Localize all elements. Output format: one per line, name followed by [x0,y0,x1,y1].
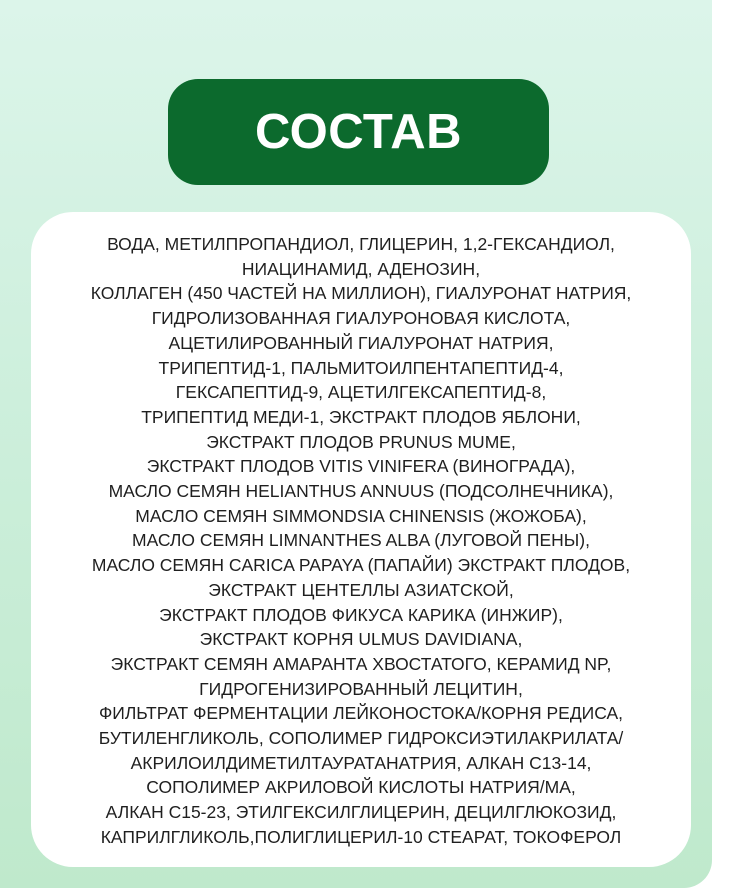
ingredient-line: КОЛЛАГЕН (450 ЧАСТЕЙ НА МИЛЛИОН), ГИАЛУРОНАТ НАТРИЯ, [90,283,632,304]
ingredient-line: ТРИПЕПТИД МЕДИ-1, ЭКСТРАКТ ПЛОДОВ ЯБЛОНИ, [141,406,581,427]
ingredient-line: НИАЦИНАМИД, АДЕНОЗИН, [241,258,481,279]
ingredient-line: КАПРИЛГЛИКОЛЬ,ПОЛИГЛИЦЕРИЛ-10 СТЕАРАТ, ТОКОФЕРОЛ [100,826,622,847]
ingredient-line: АЦЕТИЛИРОВАННЫЙ ГИАЛУРОНАТ НАТРИЯ, [168,332,554,353]
ingredient-line: МАСЛО СЕМЯН HELIANTHUS ANNUUS (ПОДСОЛНЕЧНИКА), [108,481,614,502]
ingredient-line: ЭКСТРАКТ КОРНЯ ULMUS DAVIDIANA, [199,629,523,650]
ingredient-line: ГИДРОЛИЗОВАННАЯ ГИАЛУРОНОВАЯ КИСЛОТА, [151,308,571,329]
ingredient-line: АКРИЛОИЛДИМЕТИЛТАУРАТАНАТРИЯ, АЛКАН С13-14, [130,752,592,773]
ingredients-card [31,212,691,867]
ingredient-line: ВОДА, МЕТИЛПРОПАНДИОЛ, ГЛИЦЕРИН, 1,2-ГЕКСАНДИОЛ, [107,234,615,254]
page-title: СОСТАВ [254,105,463,159]
ingredient-line: ФИЛЬТРАТ ФЕРМЕНТАЦИИ ЛЕЙКОНОСТОКА/КОРНЯ РЕДИСА, [98,703,624,724]
ingredient-line: АЛКАН С15-23, ЭТИЛГЕКСИЛГЛИЦЕРИН, ДЕЦИЛГЛЮКОЗИД, [105,802,617,823]
ingredient-line: ЭКСТРАКТ ПЛОДОВ VITIS VINIFERA (ВИНОГРАДА), [146,456,576,477]
title-badge [168,79,549,185]
ingredient-line: БУТИЛЕНГЛИКОЛЬ, СОПОЛИМЕР ГИДРОКСИЭТИЛАКРИЛАТА/ [98,728,624,749]
ingredient-line: ЭКСТРАКТ ЦЕНТЕЛЛЫ АЗИАТСКОЙ, [208,579,514,600]
ingredient-line: ТРИПЕПТИД-1, ПАЛЬМИТОИЛПЕНТАПЕПТИД-4, [158,357,564,378]
ingredient-line: ЭКСТРАКТ ПЛОДОВ ФИКУСА КАРИКА (ИНЖИР), [159,604,563,625]
ingredient-line: МАСЛО СЕМЯН LIMNANTHES ALBA (ЛУГОВОЙ ПЕНЫ), [132,530,590,551]
ingredient-line: МАСЛО СЕМЯН CARICA PAPAYA (ПАПАЙИ) ЭКСТРАКТ ПЛОДОВ, [91,555,631,576]
ingredient-line: ГИДРОГЕНИЗИРОВАННЫЙ ЛЕЦИТИН, [199,678,523,699]
ingredient-line: ГЕКСАПЕПТИД-9, АЦЕТИЛГЕКСАПЕПТИД-8, [175,382,547,403]
ingredient-line: ЭКСТРАКТ ПЛОДОВ PRUNUS MUME, [206,431,516,452]
ingredient-line: ЭКСТРАКТ СЕМЯН АМАРАНТА ХВОСТАТОГО, КЕРАМИД NP, [110,653,612,674]
ingredient-line: СОПОЛИМЕР АКРИЛОВОЙ КИСЛОТЫ НАТРИЯ/МА, [146,777,576,798]
ingredient-line: МАСЛО СЕМЯН SIMMONDSIA CHINENSIS (ЖОЖОБА), [135,505,587,526]
